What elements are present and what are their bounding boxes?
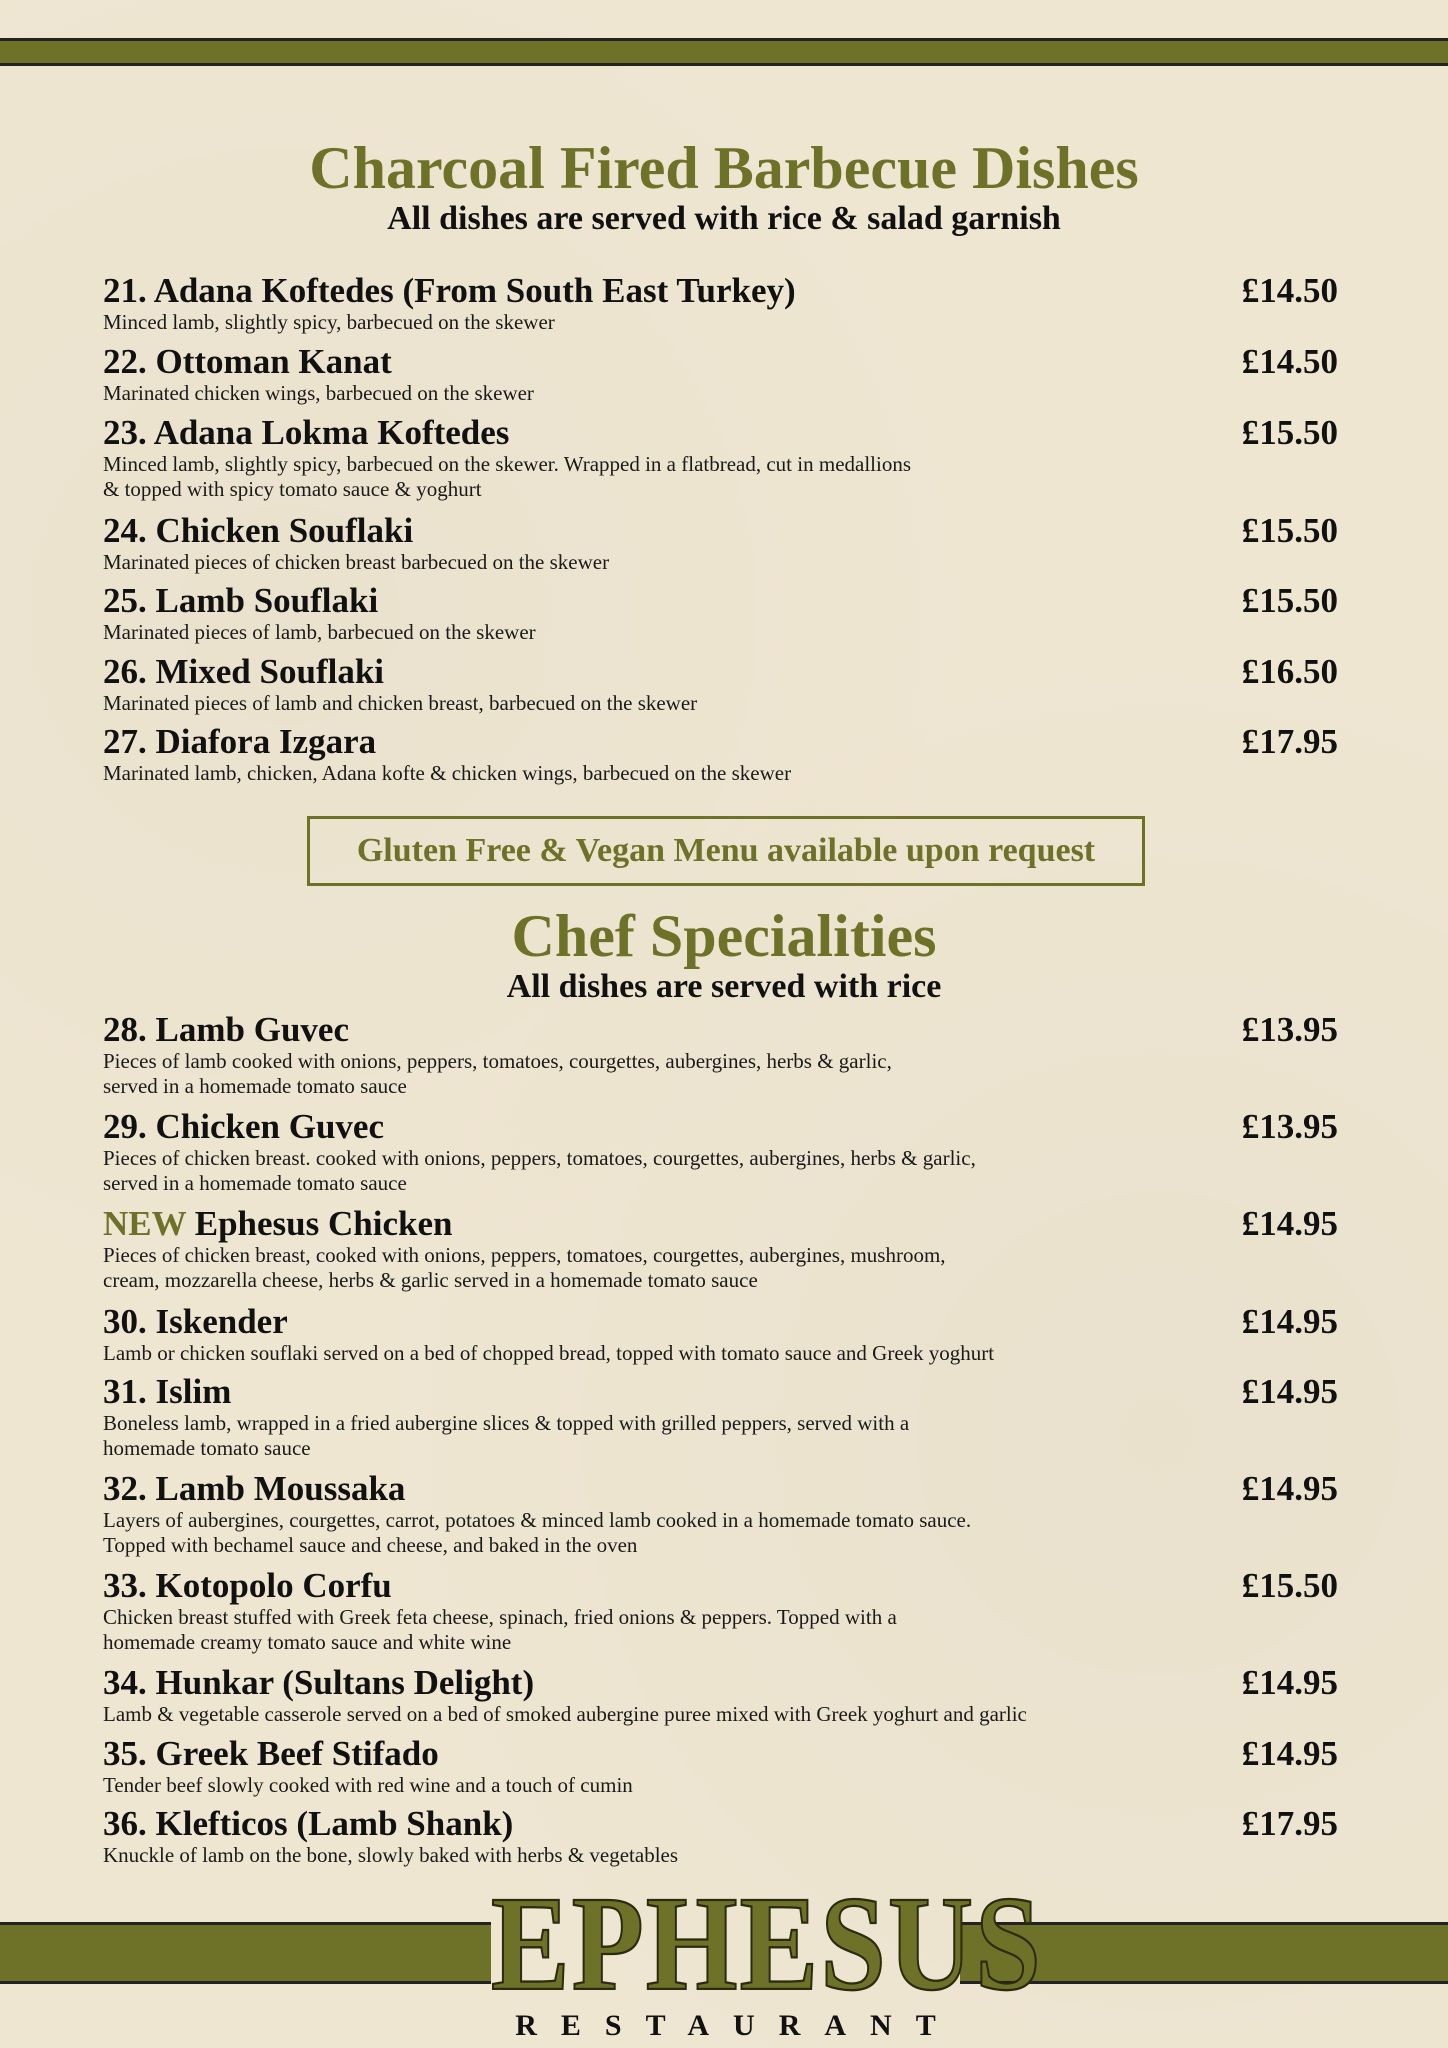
menu-item — [103, 1372, 1343, 1462]
item-price: £13.95 — [1241, 1107, 1338, 1146]
item-price: £14.95 — [1241, 1663, 1338, 1702]
logo-wordmark: EPHESUS — [491, 1868, 1043, 2019]
item-name: 27. Diafora Izgara — [103, 722, 377, 761]
item-description: Pieces of lamb cooked with onions, peppers, tomatoes, courgettes, aubergines, herbs & garlic, — [103, 1049, 892, 1073]
menu-item — [103, 722, 1343, 787]
menu-item — [103, 413, 1343, 503]
item-name: 24. Chicken Souflaki — [103, 511, 414, 550]
item-name: 23. Adana Lokma Koftedes — [103, 413, 510, 452]
item-price: £13.95 — [1241, 1010, 1338, 1049]
item-price: £14.50 — [1241, 342, 1338, 381]
item-description-line2: served in a homemade tomato sauce — [103, 1074, 407, 1098]
chef-section-title: Chef Specialities — [511, 903, 937, 969]
item-price: £14.95 — [1241, 1204, 1338, 1243]
item-description: Boneless lamb, wrapped in a fried aubergine slices & topped with grilled peppers, served with a — [103, 1411, 910, 1435]
restaurant-logo — [491, 1868, 1043, 2042]
item-description: Lamb & vegetable casserole served on a bed of smoked aubergine puree mixed with Greek yoghurt and garlic — [103, 1702, 1027, 1726]
item-description: Chicken breast stuffed with Greek feta cheese, spinach, fried onions & peppers. Topped with a — [103, 1605, 897, 1629]
menu-item — [103, 1734, 1343, 1799]
item-price: £15.50 — [1241, 511, 1338, 550]
menu-item — [103, 1107, 1343, 1197]
item-description-line2: served in a homemade tomato sauce — [103, 1171, 407, 1195]
item-price: £15.50 — [1241, 1566, 1338, 1605]
item-description: Pieces of chicken breast, cooked with onions, peppers, tomatoes, courgettes, aubergines, mushroom, — [103, 1243, 946, 1267]
dietary-notice-box: Gluten Free & Vegan Menu available upon request — [307, 816, 1145, 886]
item-description: Marinated chicken wings, barbecued on the skewer — [103, 381, 534, 405]
menu-item — [103, 581, 1343, 646]
item-description: Marinated pieces of chicken breast barbecued on the skewer — [103, 550, 610, 574]
item-price: £14.95 — [1241, 1302, 1338, 1341]
item-price: £14.95 — [1241, 1469, 1338, 1508]
menu-item — [103, 1663, 1343, 1728]
item-name: 25. Lamb Souflaki — [103, 581, 379, 620]
item-description: Marinated pieces of lamb, barbecued on the skewer — [103, 620, 536, 644]
item-description: Marinated lamb, chicken, Adana kofte & chicken wings, barbecued on the skewer — [103, 761, 792, 785]
menu-item — [103, 652, 1343, 717]
menu-item — [103, 342, 1343, 407]
item-description: Tender beef slowly cooked with red wine and a touch of cumin — [103, 1773, 633, 1797]
item-name: 32. Lamb Moussaka — [103, 1469, 406, 1508]
item-name: 28. Lamb Guvec — [103, 1010, 349, 1049]
bottom-decorative-band-left — [0, 1922, 491, 1984]
menu-item — [103, 1010, 1343, 1100]
item-name: 26. Mixed Souflaki — [103, 652, 385, 691]
item-name-text: Ephesus Chicken — [194, 1204, 453, 1243]
menu-item — [103, 271, 1343, 336]
item-price: £15.50 — [1241, 581, 1338, 620]
item-name: 30. Iskender — [103, 1302, 288, 1341]
item-name: 21. Adana Koftedes (From South East Turkey) — [103, 271, 796, 310]
item-price: £14.95 — [1241, 1734, 1338, 1773]
menu-item — [103, 1804, 1343, 1869]
menu-item — [103, 1204, 1343, 1294]
item-name: 36. Klefticos (Lamb Shank) — [103, 1804, 514, 1843]
item-description-line2: homemade creamy tomato sauce and white wine — [103, 1630, 512, 1654]
item-description-line2: & topped with spicy tomato sauce & yoghurt — [103, 477, 482, 501]
item-price: £16.50 — [1241, 652, 1338, 691]
bbq-section-subtitle: All dishes are served with rice & salad garnish — [387, 200, 1061, 237]
item-description-line2: cream, mozzarella cheese, herbs & garlic served in a homemade tomato sauce — [103, 1268, 758, 1292]
item-description: Lamb or chicken souflaki served on a bed of chopped bread, topped with tomato sauce and Greek yoghurt — [103, 1341, 995, 1365]
item-price: £17.95 — [1241, 1804, 1338, 1843]
item-description-line2: Topped with bechamel sauce and cheese, and baked in the oven — [103, 1533, 638, 1557]
item-description: Marinated pieces of lamb and chicken breast, barbecued on the skewer — [103, 691, 698, 715]
item-name: 31. Islim — [103, 1372, 232, 1411]
item-description: Layers of aubergines, courgettes, carrot, potatoes & minced lamb cooked in a homemade tomato sauce. — [103, 1508, 972, 1532]
item-name: 22. Ottoman Kanat — [103, 342, 392, 381]
menu-item — [103, 1566, 1343, 1656]
item-name: 34. Hunkar (Sultans Delight) — [103, 1663, 535, 1702]
item-description: Knuckle of lamb on the bone, slowly baked with herbs & vegetables — [103, 1843, 679, 1867]
logo-subtitle: RESTAURANT — [515, 2009, 960, 2042]
item-description: Minced lamb, slightly spicy, barbecued on the skewer. Wrapped in a flatbread, cut in medallions — [103, 452, 912, 476]
menu-item — [103, 1302, 1343, 1367]
menu-item — [103, 511, 1343, 576]
bbq-section-title: Charcoal Fired Barbecue Dishes — [309, 135, 1139, 201]
item-name: 33. Kotopolo Corfu — [103, 1566, 392, 1605]
new-badge: NEW — [103, 1204, 186, 1243]
item-description-line2: homemade tomato sauce — [103, 1436, 311, 1460]
item-price: £14.50 — [1241, 271, 1338, 310]
item-description: Pieces of chicken breast. cooked with onions, peppers, tomatoes, courgettes, aubergines, herbs & garlic, — [103, 1146, 976, 1170]
item-description: Minced lamb, slightly spicy, barbecued on the skewer — [103, 310, 555, 334]
chef-section-subtitle: All dishes are served with rice — [506, 968, 942, 1005]
item-price: £17.95 — [1241, 722, 1338, 761]
item-price: £15.50 — [1241, 413, 1338, 452]
item-name — [103, 1204, 1343, 1244]
item-name: 35. Greek Beef Stifado — [103, 1734, 439, 1773]
top-decorative-band — [0, 38, 1448, 66]
item-name: 29. Chicken Guvec — [103, 1107, 384, 1146]
menu-item — [103, 1469, 1343, 1559]
item-price: £14.95 — [1241, 1372, 1338, 1411]
